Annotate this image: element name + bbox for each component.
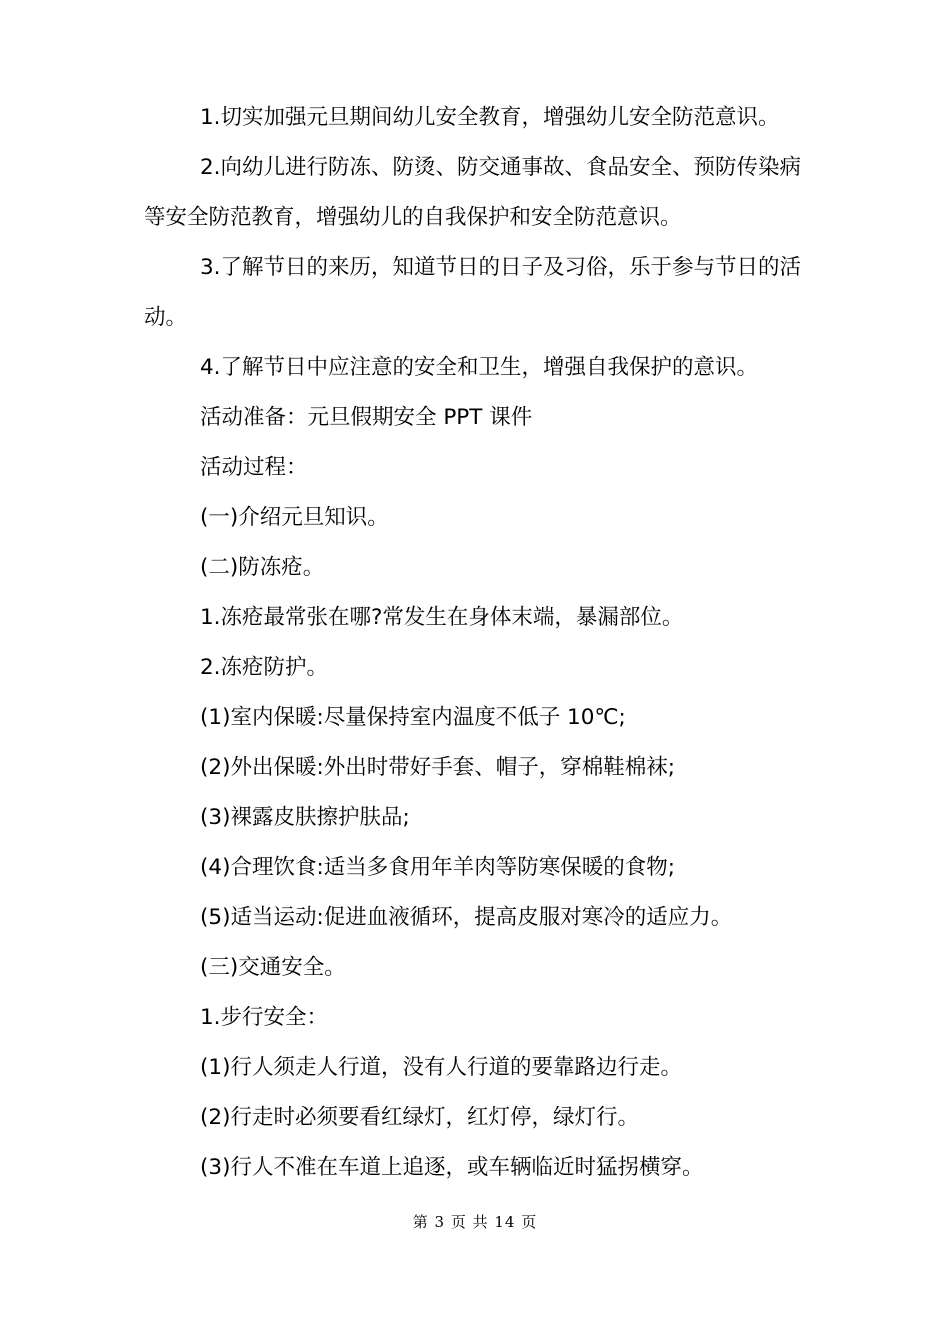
page-footer: 第 3 页 共 14 页 <box>412 1213 538 1231</box>
paragraph-goal-3: 3.了解节日的来历，知道节日的日子及习俗，乐于参与节日的活动。 <box>144 255 802 330</box>
paragraph-section-1: (一)介绍元旦知识。 <box>200 505 389 530</box>
paragraph-walking-3: (3)行人不准在车道上追逐，或车辆临近时猛拐横穿。 <box>200 1155 704 1180</box>
paragraph-frostbite-1: 1.冻疮最常张在哪?常发生在身体末端，暴漏部位。 <box>200 605 684 630</box>
paragraph-section-2: (二)防冻疮。 <box>200 555 325 580</box>
paragraph-protect-4: (4)合理饮食:适当多食用年羊肉等防寒保暖的食物; <box>200 855 675 880</box>
paragraph-walking-2: (2)行走时必须要看红绿灯，红灯停，绿灯行。 <box>200 1105 639 1130</box>
paragraph-walking-safety: 1.步行安全： <box>200 1005 329 1030</box>
document-body <box>144 93 809 1193</box>
paragraph-goal-4: 4.了解节日中应注意的安全和卫生，增强自我保护的意识。 <box>200 355 759 380</box>
paragraph-goal-1: 1.切实加强元旦期间幼儿安全教育，增强幼儿安全防范意识。 <box>200 105 780 130</box>
paragraph-protect-5: (5)适当运动:促进血液循环，提高皮服对寒冷的适应力。 <box>200 905 733 930</box>
paragraph-protect-2: (2)外出保暖:外出时带好手套、帽子，穿棉鞋棉袜; <box>200 755 675 780</box>
paragraph-section-3: (三)交通安全。 <box>200 955 346 980</box>
paragraph-walking-1: (1)行人须走人行道，没有人行道的要靠路边行走。 <box>200 1055 682 1080</box>
paragraph-goal-2: 2.向幼儿进行防冻、防烫、防交通事故、食品安全、预防传染病等安全防范教育，增强幼儿的自我保护和安全防范意识。 <box>144 155 802 230</box>
paragraph-preparation: 活动准备：元旦假期安全 PPT 课件 <box>200 405 533 430</box>
paragraph-frostbite-2: 2.冻疮防护。 <box>200 655 329 680</box>
paragraph-protect-3: (3)裸露皮肤擦护肤品; <box>200 805 410 830</box>
paragraph-protect-1: (1)室内保暖:尽量保持室内温度不低子 10℃; <box>200 705 626 730</box>
paragraph-process-heading: 活动过程： <box>200 455 308 480</box>
